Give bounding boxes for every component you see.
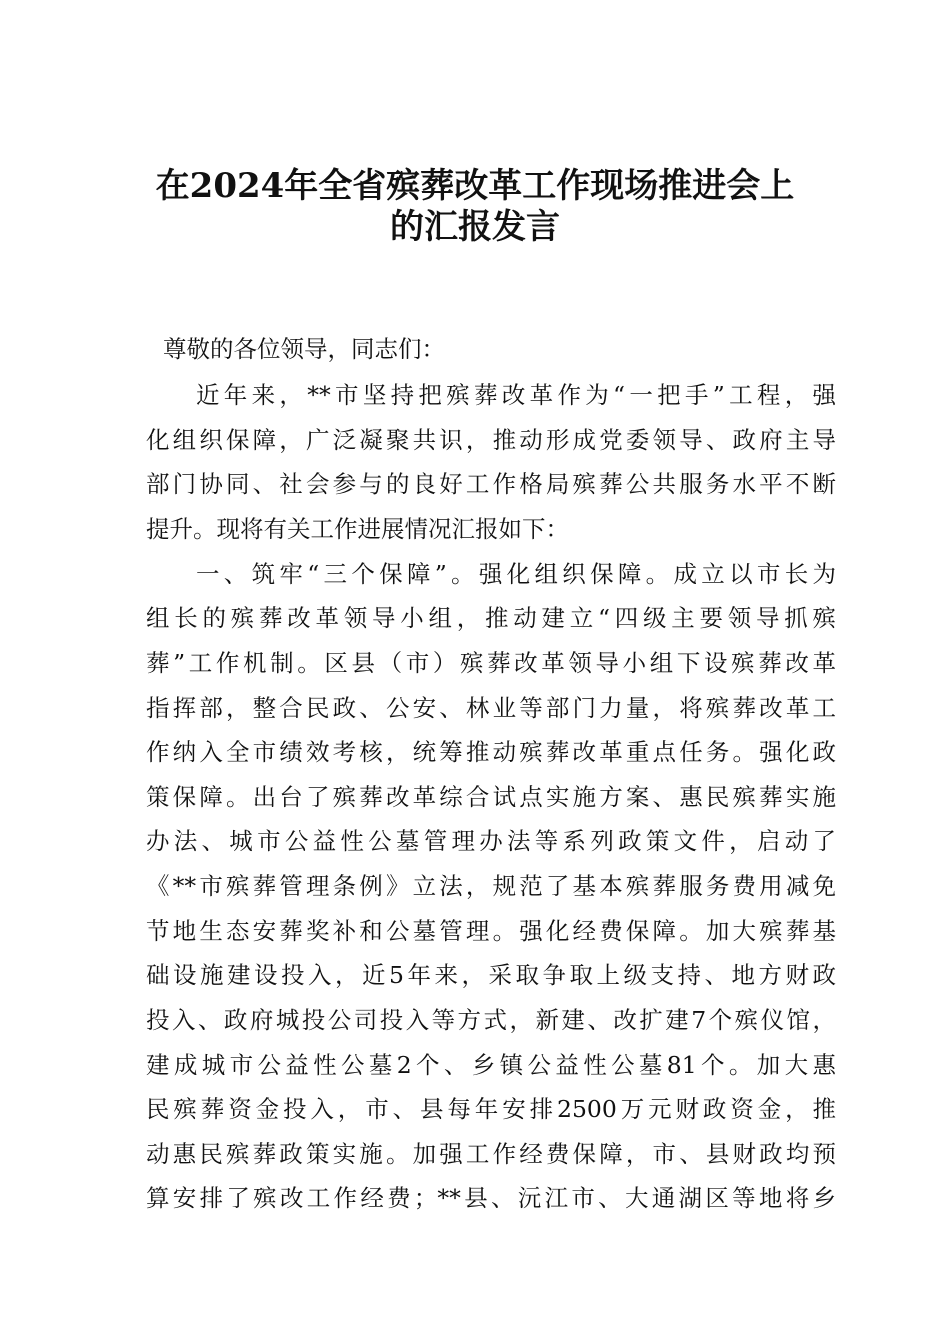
document-title-line-2: 的汇报发言 xyxy=(390,207,560,247)
paragraph-line: 动惠民殡葬政策实施。加强工作经费保障，市、县财政均预 xyxy=(146,1140,836,1168)
paragraph-line: 办法、城市公益性公墓管理办法等系列政策文件，启动了 xyxy=(146,827,836,855)
paragraph-line: 民殡葬资金投入，市、县每年安排2500万元财政资金，推 xyxy=(146,1095,836,1123)
paragraph-line: 建成城市公益性公墓2个、乡镇公益性公墓81个。加大惠 xyxy=(146,1051,836,1079)
paragraph-line: 投入、政府城投公司投入等方式，新建、改扩建7个殡仪馆， xyxy=(146,1006,836,1034)
paragraph-line: 策保障。出台了殡葬改革综合试点实施方案、惠民殡葬实施 xyxy=(146,783,836,811)
paragraph-line: 节地生态安葬奖补和公墓管理。强化经费保障。加大殡葬基 xyxy=(146,917,836,945)
paragraph-line: 化组织保障，广泛凝聚共识，推动形成党委领导、政府主导 xyxy=(146,426,836,454)
paragraph-line: 《**市殡葬管理条例》立法，规范了基本殡葬服务费用减免 xyxy=(146,872,836,900)
paragraph-line: 算安排了殡改工作经费；**县、沅江市、大通湖区等地将乡 xyxy=(146,1184,836,1212)
paragraph-line: 组长的殡葬改革领导小组，推动建立“四级主要领导抓殡 xyxy=(146,604,836,632)
paragraph-line: 葬”工作机制。区县（市）殡葬改革领导小组下设殡葬改革 xyxy=(146,649,836,677)
paragraph-line: 提升。现将有关工作进展情况汇报如下： xyxy=(146,515,569,543)
paragraph-line: 近年来，**市坚持把殡葬改革作为“一把手”工程，强 xyxy=(196,381,836,409)
greeting: 尊敬的各位领导，同志们： xyxy=(163,335,445,363)
paragraph-line: 作纳入全市绩效考核，统筹推动殡葬改革重点任务。强化政 xyxy=(146,738,836,766)
paragraph-line: 础设施建设投入，近5年来，采取争取上级支持、地方财政 xyxy=(146,961,836,989)
paragraph-line: 指挥部，整合民政、公安、林业等部门力量，将殡葬改革工 xyxy=(146,694,836,722)
paragraph-line: 部门协同、社会参与的良好工作格局殡葬公共服务水平不断 xyxy=(146,470,836,498)
document-title-line-1: 在2024年全省殡葬改革工作现场推进会上 xyxy=(155,166,795,206)
paragraph-line: 一、筑牢“三个保障”。强化组织保障。成立以市长为 xyxy=(196,560,836,588)
